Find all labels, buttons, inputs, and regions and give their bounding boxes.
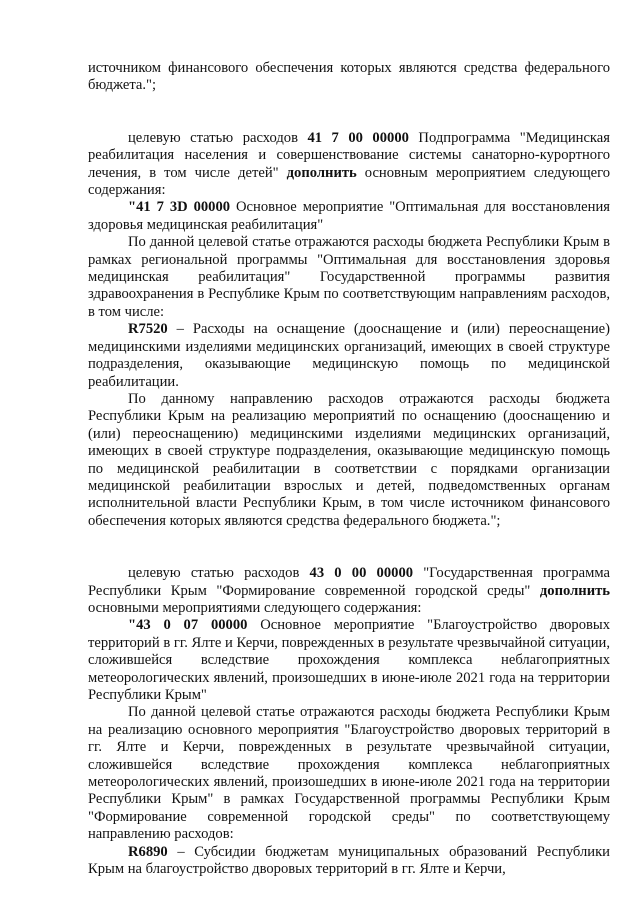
paragraph-text: целевую статью расходов [128, 129, 308, 146]
bold-term: дополнить [286, 164, 357, 181]
bold-term: "41 7 3D 00000 [128, 199, 231, 216]
paragraph-text: – Субсидии бюджетам муниципальных образований Республики Крым на благоустройство дворовых территорий в гг. Ялте и Керчи, [88, 843, 610, 878]
paragraph-text: По данному направлению расходов отражаются расходы бюджета Республики Крым на реализацию мероприятий по оснащению (дооснащению и (или) переоснащению) медицинскими изделиями медицинских организаций, имеющих в своей структуре подразделения, оказывающие медицинскую помощь по медицинской реабилитации в соответствии с порядками организации медицинской реабилитации взрослых и детей, подведомственных органам исполнительной власти Республики Крым, в том числе источником финансового обеспечения которых являются средства федерального бюджета."; [88, 390, 610, 529]
bold-term: R7520 [128, 321, 168, 338]
paragraph-text: Основное мероприятие "Оптимальная для восстановления здоровья медицинская реабилитация" [88, 199, 610, 233]
paragraph-text: "Государственная программа Республики Крым "Формирование современной городской среды" [88, 565, 610, 599]
bold-term: 43 0 00 00000 [309, 565, 414, 582]
paragraph [88, 234, 610, 321]
paragraph-text: источником финансового обеспечения которых являются средства федерального бюджета."; [88, 60, 610, 94]
paragraph-text: Основное мероприятие "Благоустройство дворовых территорий в гг. Ялте и Керчи, поврежденных в результате чрезвычайной ситуации, сложившейся вследствие прохождения комплекса неблагоприятных метеорологических явлений, произошедших в июне-июле 2021 года на территории Республики Крым" [88, 617, 610, 703]
bold-term: дополнить [539, 582, 610, 599]
paragraph [88, 617, 610, 704]
paragraph [88, 130, 610, 200]
paragraph-gap [88, 530, 610, 565]
paragraph [88, 391, 610, 530]
paragraph-text: По данной целевой статье отражаются расходы бюджета Республики Крым на реализацию основного мероприятия "Благоустройство дворовых территорий в гг. Ялте и Керчи, поврежденных в результате чрезвычайной ситуации, сложившейся вследствие прохождения комплекса неблагоприятных метеорологических явлений, произошедших в июне-июле 2021 года на территории Республики Крым" в рамках Государственной программы Республики Крым "Формирование современной городской среды" по соответствующему направлению расходов: [88, 704, 610, 843]
bold-term: 41 7 00 00000 [307, 129, 409, 146]
paragraph-text: По данной целевой статье отражаются расходы бюджета Республики Крым в рамках региональной программы "Оптимальная для восстановления здоровья медицинская реабилитация" Государственной программы развития здравоохранения в Республике Крым по соответствующим направлениям расходов, в том числе: [88, 234, 610, 320]
paragraph-text: основными мероприятиями следующего содержания: [88, 599, 422, 616]
bold-term: R6890 [128, 843, 168, 860]
paragraph [88, 199, 610, 234]
bold-term: "43 0 07 00000 [128, 617, 248, 634]
paragraph [88, 565, 610, 617]
paragraph [88, 704, 610, 843]
paragraph-text: целевую статью расходов [128, 565, 310, 582]
paragraph-text: Подпрограмма "Медицинская реабилитация населения и совершенствование системы санаторно-курортного лечения, в том числе детей" [88, 129, 610, 181]
paragraph-text: основным мероприятием следующего содержания: [88, 164, 610, 199]
document-page [88, 60, 610, 878]
paragraph-text: – Расходы на оснащение (дооснащение и (или) переоснащение) медицинскими изделиями медицинских организаций, имеющих в своей структуре подразделения, оказывающие медицинскую помощь по медицинской реабилитации. [88, 321, 610, 390]
paragraph [88, 60, 610, 95]
paragraph [88, 844, 610, 879]
paragraph-gap [88, 95, 610, 130]
paragraph [88, 321, 610, 391]
